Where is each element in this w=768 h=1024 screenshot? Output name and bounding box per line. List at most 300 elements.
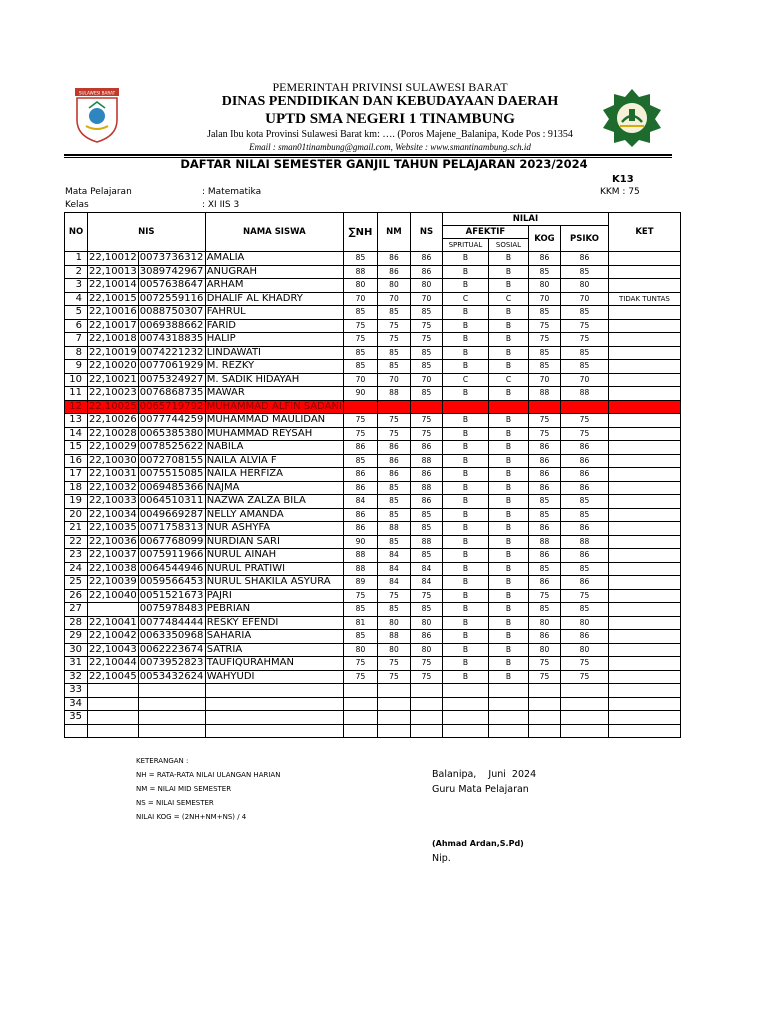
cell-sosial: B: [488, 616, 528, 630]
cell-kog: 70: [528, 292, 560, 306]
cell-sosial: B: [488, 589, 528, 603]
cell-psiko: 86: [560, 630, 608, 644]
cell-nm: 80: [377, 643, 410, 657]
cell-student-name: ANUGRAH: [205, 265, 343, 279]
cell-spiritual: B: [442, 562, 488, 576]
cell-nis-prefix: 22,10013: [89, 265, 137, 277]
cell-no: 22: [65, 535, 88, 549]
cell-nh: 75: [343, 333, 377, 347]
cell-no: 34: [65, 697, 88, 711]
cell-kog: 80: [528, 643, 560, 657]
cell-nis-prefix: 22,10040: [89, 589, 137, 601]
cell-nisn: 0077744259: [139, 414, 204, 426]
table-row: [65, 481, 681, 495]
cell-no: 11: [65, 387, 88, 401]
cell-ns: 86: [410, 265, 442, 279]
table-row: [65, 387, 681, 401]
cell-ket: [608, 522, 680, 536]
cell-ns: 86: [410, 468, 442, 482]
cell-ket: [608, 333, 680, 347]
cell-nm: 75: [377, 670, 410, 684]
cell-spiritual: B: [442, 454, 488, 468]
cell-nm: 80: [377, 616, 410, 630]
cell-kog: 70: [528, 373, 560, 387]
cell-spiritual: B: [442, 468, 488, 482]
cell-nisn: 0074221232: [139, 346, 204, 358]
cell-nh: 81: [343, 616, 377, 630]
table-row: [65, 508, 681, 522]
cell-psiko: 80: [560, 616, 608, 630]
cell-student-name: NURUL AINAH: [205, 549, 343, 563]
table-row: [65, 603, 681, 617]
cell-nisn: 0077061929: [139, 360, 204, 372]
note-kog: NILAI KOG = (2NH+NM+NS) / 4: [136, 813, 247, 821]
cell-sosial: C: [488, 373, 528, 387]
cell-nis-prefix: [88, 697, 139, 711]
table-row: [65, 373, 681, 387]
cell-sosial: B: [488, 252, 528, 266]
cell-nh: 85: [343, 603, 377, 617]
cell-nisn: 0072708155: [139, 454, 204, 466]
cell-nh: 84: [343, 495, 377, 509]
cell-nh: 80: [343, 279, 377, 293]
cell-kog: 75: [528, 670, 560, 684]
cell-ns: 85: [410, 387, 442, 401]
cell-kog: [528, 697, 560, 711]
cell-ket: [608, 697, 680, 711]
cell-ns: 70: [410, 292, 442, 306]
cell-spiritual: B: [442, 360, 488, 374]
cell-spiritual: B: [442, 319, 488, 333]
cell-student-name: [205, 724, 343, 738]
cell-ket: [608, 589, 680, 603]
cell-nm: 85: [377, 360, 410, 374]
cell-ket: [608, 346, 680, 360]
cell-nm: [377, 697, 410, 711]
cell-spiritual: B: [442, 346, 488, 360]
cell-spiritual: B: [442, 427, 488, 441]
note-ns: NS = NILAI SEMESTER: [136, 799, 214, 807]
cell-ns: 85: [410, 603, 442, 617]
cell-nm: 84: [377, 549, 410, 563]
col-header-ns: NS: [410, 213, 442, 252]
cell-sosial: B: [488, 522, 528, 536]
cell-nisn: 0073736312: [139, 252, 204, 264]
cell-ns: [410, 724, 442, 738]
cell-kog: 86: [528, 481, 560, 495]
col-header-nh: ∑NH: [343, 213, 377, 252]
header-agency: DINAS PENDIDIKAN DAN KEBUDAYAAN DAERAH: [221, 94, 559, 109]
cell-ns: 70: [410, 373, 442, 387]
class-label: Kelas: [65, 200, 89, 210]
cell-nisn: 0078525622: [139, 441, 204, 453]
cell-nh: 88: [343, 562, 377, 576]
cell-nis-prefix: 22,10037: [89, 549, 137, 561]
table-row: [65, 252, 681, 266]
cell-spiritual: B: [442, 657, 488, 671]
cell-psiko: 75: [560, 670, 608, 684]
cell-nh: [343, 711, 377, 725]
cell-nisn: 0088750307: [139, 306, 204, 318]
col-header-sosial: SOSIAL: [488, 239, 528, 252]
cell-kog: 86: [528, 630, 560, 644]
cell-kog: 85: [528, 603, 560, 617]
cell-no: 5: [65, 306, 88, 320]
cell-spiritual: B: [442, 495, 488, 509]
cell-nm: 75: [377, 333, 410, 347]
cell-kog: 85: [528, 360, 560, 374]
cell-ns: [410, 684, 442, 698]
cell-ket: [608, 427, 680, 441]
cell-nm: 85: [377, 603, 410, 617]
cell-student-name: TAUFIQURAHMAN: [205, 657, 343, 671]
cell-sosial: B: [488, 414, 528, 428]
header-address: Jalan Ibu kota Provinsi Sulawesi Barat km: …. (Poros Majene_Balanipa, Kode Pos : 91354: [207, 129, 573, 140]
col-header-afektif: AFEKTIF: [442, 226, 528, 239]
cell-nh: 80: [343, 643, 377, 657]
cell-psiko: 86: [560, 549, 608, 563]
cell-spiritual: B: [442, 522, 488, 536]
table-row: [65, 724, 681, 738]
cell-spiritual: B: [442, 387, 488, 401]
cell-spiritual: B: [442, 616, 488, 630]
cell-student-name: FARID: [205, 319, 343, 333]
table-row: [65, 441, 681, 455]
header-government: PEMERINTAH PRIVINSI SULAWESI BARAT: [272, 80, 508, 94]
table-row: [65, 670, 681, 684]
cell-nis-prefix: 22,10035: [89, 522, 137, 534]
cell-psiko: 86: [560, 252, 608, 266]
cell-nis-prefix: 22,10044: [89, 657, 137, 669]
cell-nis-prefix: [88, 724, 139, 738]
cell-nisn: 0049669287: [139, 508, 204, 520]
cell-nm: 84: [377, 576, 410, 590]
cell-spiritual: B: [442, 279, 488, 293]
cell-sosial: [488, 697, 528, 711]
table-row: [65, 684, 681, 698]
cell-nh: 88: [343, 265, 377, 279]
cell-spiritual: B: [442, 441, 488, 455]
cell-nm: 85: [377, 306, 410, 320]
cell-ns: 75: [410, 670, 442, 684]
cell-student-name: NAILA HERFIZA: [205, 468, 343, 482]
cell-psiko: 75: [560, 319, 608, 333]
cell-nis-prefix: [88, 603, 139, 617]
cell-nisn: 0053432624: [139, 670, 204, 682]
col-header-nm: NM: [377, 213, 410, 252]
curriculum-label: K13: [612, 174, 634, 185]
cell-no: 6: [65, 319, 88, 333]
cell-student-name: [205, 684, 343, 698]
cell-no: 14: [65, 427, 88, 441]
col-header-spiritual: SPRITUAL: [442, 239, 488, 252]
cell-nis-prefix: [88, 684, 139, 698]
cell-sosial: B: [488, 427, 528, 441]
cell-sosial: B: [488, 562, 528, 576]
cell-student-name: NAJMA: [205, 481, 343, 495]
cell-ket: TIDAK TUNTAS: [608, 292, 680, 306]
cell-nh: [343, 684, 377, 698]
cell-sosial: B: [488, 333, 528, 347]
cell-psiko: 86: [560, 576, 608, 590]
document-title: DAFTAR NILAI SEMESTER GANJIL TAHUN PELAJARAN 2023/2024: [180, 157, 588, 171]
cell-ns: 75: [410, 427, 442, 441]
cell-kog: 75: [528, 427, 560, 441]
cell-nisn: [138, 711, 205, 725]
cell-kog: [528, 711, 560, 725]
cell-ket: [608, 252, 680, 266]
cell-sosial: B: [488, 657, 528, 671]
cell-nisn: 0074318835: [139, 333, 204, 345]
cell-spiritual: B: [442, 481, 488, 495]
cell-kog: 75: [528, 333, 560, 347]
cell-ns: 80: [410, 643, 442, 657]
cell-nh: [343, 724, 377, 738]
cell-nisn: 0075515085: [139, 468, 204, 480]
cell-no: 28: [65, 616, 88, 630]
table-row: [65, 468, 681, 482]
cell-no: 35: [65, 711, 88, 725]
logo-text: SULAWESI BARAT: [78, 90, 116, 96]
cell-nis-prefix: 22,10023: [89, 387, 137, 399]
cell-sosial: B: [488, 387, 528, 401]
cell-student-name: NAZWA ZALZA BILA: [205, 495, 343, 509]
cell-spiritual: [442, 711, 488, 725]
cell-kog: 85: [528, 346, 560, 360]
cell-ket: [608, 711, 680, 725]
cell-sosial: B: [488, 319, 528, 333]
cell-nis-prefix: 22,10016: [89, 306, 137, 318]
cell-nh: 85: [343, 360, 377, 374]
table-row: [65, 360, 681, 374]
cell-ns: 75: [410, 333, 442, 347]
cell-nh: 88: [343, 549, 377, 563]
cell-sosial: [488, 711, 528, 725]
cell-nisn: 0064544946: [139, 562, 204, 574]
cell-spiritual: [442, 684, 488, 698]
cell-nis-prefix: 22,10036: [89, 535, 137, 547]
cell-kog: 86: [528, 549, 560, 563]
cell-no: 33: [65, 684, 88, 698]
cell-nh: 85: [343, 252, 377, 266]
cell-spiritual: B: [442, 576, 488, 590]
cell-no: 31: [65, 657, 88, 671]
cell-kog: 80: [528, 616, 560, 630]
cell-spiritual: B: [442, 265, 488, 279]
cell-nis-prefix: 22,10026: [89, 414, 137, 426]
cell-ns: 88: [410, 454, 442, 468]
cell-student-name: M. SADIK HIDAYAH: [205, 373, 343, 387]
teacher-name: (Ahmad Ardan,S.Pd): [432, 839, 524, 848]
cell-ket: [608, 279, 680, 293]
cell-nh: 70: [343, 292, 377, 306]
table-row: [65, 414, 681, 428]
cell-ket: [608, 441, 680, 455]
cell-spiritual: B: [442, 306, 488, 320]
cell-spiritual: B: [442, 535, 488, 549]
cell-nisn: 0057638647: [139, 279, 204, 291]
cell-nh: 86: [343, 481, 377, 495]
cell-psiko: 80: [560, 643, 608, 657]
cell-psiko: 88: [560, 535, 608, 549]
cell-kog: 85: [528, 508, 560, 522]
cell-no: 15: [65, 441, 88, 455]
cell-spiritual: C: [442, 292, 488, 306]
cell-ns: 75: [410, 589, 442, 603]
cell-nisn: [138, 724, 205, 738]
col-header-psiko: PSIKO: [560, 226, 608, 252]
cell-nm: 86: [377, 265, 410, 279]
cell-kog: [528, 724, 560, 738]
cell-nh: 86: [343, 468, 377, 482]
table-row: [65, 562, 681, 576]
table-row: [65, 333, 681, 347]
cell-ns: 84: [410, 562, 442, 576]
cell-student-name: MUHAMMAD REYSAH: [205, 427, 343, 441]
cell-ket: [608, 562, 680, 576]
cell-ns: 86: [410, 495, 442, 509]
note-nh: NH = RATA-RATA NILAI ULANGAN HARIAN: [136, 771, 281, 779]
cell-psiko: [560, 697, 608, 711]
cell-no: 1: [65, 252, 88, 266]
cell-sosial: C: [488, 292, 528, 306]
class-value: : XI IIS 3: [202, 200, 240, 210]
cell-nh: 85: [343, 346, 377, 360]
cell-nis-prefix: 22,10015: [89, 292, 137, 304]
cell-student-name: [205, 711, 343, 725]
cell-nm: 84: [377, 562, 410, 576]
table-row: [65, 427, 681, 441]
cell-nm: [377, 724, 410, 738]
cell-student-name: NURDIAN SARI: [205, 535, 343, 549]
cell-ns: 75: [410, 414, 442, 428]
cell-sosial: [488, 400, 528, 414]
cell-no: 13: [65, 414, 88, 428]
table-row: [65, 657, 681, 671]
cell-sosial: B: [488, 454, 528, 468]
cell-nis-prefix: 22,10029: [89, 441, 137, 453]
notes-title: KETERANGAN :: [136, 757, 189, 765]
cell-student-name: [205, 697, 343, 711]
cell-ket: [608, 454, 680, 468]
cell-sosial: B: [488, 279, 528, 293]
cell-student-name: PEBRIAN: [205, 603, 343, 617]
cell-nis-prefix: 22,10043: [89, 643, 137, 655]
cell-nisn: 0073952823: [139, 657, 204, 669]
cell-ns: 88: [410, 535, 442, 549]
cell-ket: [608, 535, 680, 549]
cell-no: 12: [65, 400, 88, 414]
cell-psiko: 85: [560, 306, 608, 320]
cell-nm: 75: [377, 657, 410, 671]
cell-psiko: 86: [560, 522, 608, 536]
cell-spiritual: B: [442, 508, 488, 522]
cell-nh: 75: [343, 670, 377, 684]
table-row: [65, 549, 681, 563]
cell-nm: 85: [377, 495, 410, 509]
cell-nis-prefix: 22,10019: [89, 346, 137, 358]
cell-no: 30: [65, 643, 88, 657]
cell-nm: 75: [377, 427, 410, 441]
cell-ns: 84: [410, 576, 442, 590]
cell-kog: 86: [528, 252, 560, 266]
cell-nis-prefix: 22,10017: [89, 319, 137, 331]
cell-nis-prefix: 22,10042: [89, 630, 137, 642]
table-row: [65, 495, 681, 509]
cell-nisn: 0077484444: [139, 616, 204, 628]
cell-spiritual: B: [442, 643, 488, 657]
cell-student-name: NABILA: [205, 441, 343, 455]
cell-nisn: 0059566453: [139, 576, 204, 588]
cell-student-name: PAJRI: [205, 589, 343, 603]
cell-nisn: 0072559116: [139, 292, 204, 304]
table-row: [65, 643, 681, 657]
cell-nm: 75: [377, 589, 410, 603]
cell-nm: 75: [377, 319, 410, 333]
table-row: [65, 522, 681, 536]
cell-nm: 88: [377, 522, 410, 536]
cell-nisn: 3089742967: [139, 265, 204, 277]
cell-psiko: 85: [560, 603, 608, 617]
cell-student-name: WAHYUDI: [205, 670, 343, 684]
cell-no: 17: [65, 468, 88, 482]
cell-spiritual: B: [442, 549, 488, 563]
note-nm: NM = NILAI MID SEMESTER: [136, 785, 232, 793]
cell-no: 19: [65, 495, 88, 509]
cell-psiko: [560, 711, 608, 725]
cell-nh: 86: [343, 441, 377, 455]
cell-spiritual: B: [442, 670, 488, 684]
cell-nisn: 0063350968: [139, 630, 204, 642]
cell-kog: [528, 684, 560, 698]
signature-place-date: Balanipa, Juni 2024: [432, 769, 537, 780]
cell-nis-prefix: [88, 711, 139, 725]
cell-ket: [608, 387, 680, 401]
cell-no: 27: [65, 603, 88, 617]
cell-no: 4: [65, 292, 88, 306]
cell-student-name: NELLY AMANDA: [205, 508, 343, 522]
cell-ket: [608, 724, 680, 738]
cell-nisn: 0067768099: [139, 535, 204, 547]
cell-ns: 85: [410, 346, 442, 360]
cell-nm: 80: [377, 279, 410, 293]
cell-psiko: 75: [560, 414, 608, 428]
subject-value: : Matematika: [202, 187, 262, 197]
table-row: [65, 265, 681, 279]
cell-nm: 75: [377, 414, 410, 428]
cell-nh: 90: [343, 387, 377, 401]
cell-spiritual: [442, 724, 488, 738]
cell-student-name: NAILA ALVIA F: [205, 454, 343, 468]
table-row: [65, 279, 681, 293]
cell-kog: 88: [528, 535, 560, 549]
cell-student-name: SAHARIA: [205, 630, 343, 644]
cell-nm: 86: [377, 441, 410, 455]
cell-kog: 75: [528, 414, 560, 428]
cell-kog: 75: [528, 319, 560, 333]
cell-nm: 70: [377, 292, 410, 306]
cell-student-name: M. REZKY: [205, 360, 343, 374]
cell-student-name: NURUL PRATIWI: [205, 562, 343, 576]
cell-nm: 86: [377, 454, 410, 468]
cell-kog: 75: [528, 589, 560, 603]
cell-no: 3: [65, 279, 88, 293]
cell-nisn: 0071758313: [139, 522, 204, 534]
cell-sosial: B: [488, 630, 528, 644]
teacher-nip: Nip.: [432, 853, 451, 864]
cell-sosial: B: [488, 508, 528, 522]
cell-nh: 75: [343, 319, 377, 333]
